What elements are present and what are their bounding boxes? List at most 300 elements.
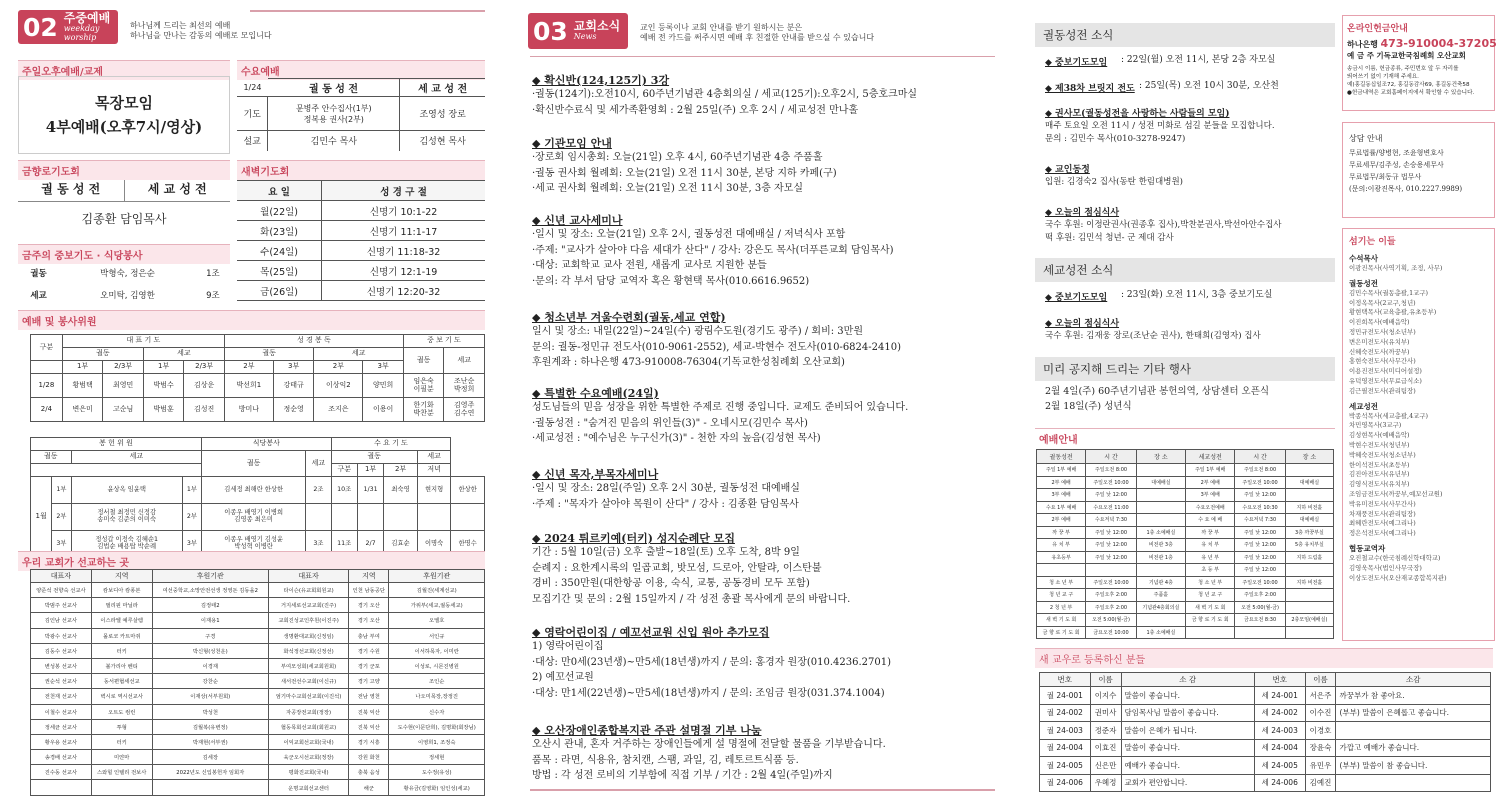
worship-cell: 수요 1부 예배 <box>1037 501 1086 514</box>
missions-cell: 충남 부여 <box>349 628 389 643</box>
worship-cell: 유 년 부 <box>1186 551 1235 564</box>
staff-member: 조임금전도사(까꿍부,예꼬선교원) <box>1349 489 1443 498</box>
staff-group-title: 수석목사 <box>1349 254 1378 263</box>
news-body <box>532 545 850 607</box>
offering-cell: 2조 <box>306 477 331 504</box>
newcomers-cell: 세 24-002 <box>1254 704 1305 722</box>
newcomers-cell: 궐 24-002 <box>1040 704 1091 722</box>
section-title-wednesday: 수요예배 <box>237 60 485 80</box>
offering-cell: 10조 <box>331 477 357 504</box>
worship-cell: 수 요 예 배 <box>1186 514 1235 527</box>
missions-cell: 해군 <box>349 780 389 795</box>
missions-row <box>31 765 485 780</box>
service-cell: 2/4 <box>31 398 63 422</box>
staff-member: 이진희목사(예배음악) <box>1349 318 1410 327</box>
intercession-row <box>18 262 230 284</box>
missions-header-cell: 대표자 <box>268 570 348 583</box>
newcomers-cell: 이수진 <box>1305 704 1336 722</box>
newcomers-header-cell: 소 감 <box>1121 673 1254 687</box>
page-badge-03 <box>528 13 628 49</box>
dawn-cell: 신명기 11:18-32 <box>322 241 485 261</box>
missions-cell: 이서하목자, 이미란 <box>389 643 485 658</box>
news-body <box>532 150 837 197</box>
worship-cell: 주일 낮 12:00 <box>1086 551 1136 564</box>
intercession-cell: 박형숙, 정은순 <box>100 269 155 279</box>
staff-member: 김성현목사(예배음악) <box>1349 431 1410 440</box>
newcomers-cell: 정준자 <box>1090 722 1121 740</box>
news-line: 기간 : 5월 10일(금) 오후 출발~18일(토) 오후 도착, 8박 9일 <box>532 547 800 558</box>
campus-news-body <box>1045 120 1275 146</box>
missions-cell: 양준석 전향숙 선교사 <box>31 583 92 598</box>
offering-cell <box>306 504 331 531</box>
campus-news-line: 국수 후원: 김재웅 장로(조난순 권사), 한태희(김영자) 집사 <box>1045 331 1261 341</box>
worship-cell: 대예배실 <box>1285 514 1333 527</box>
newcomers-header-cell: 번호 <box>1040 673 1091 687</box>
missions-cell: 터키 <box>91 643 152 658</box>
section-title-service: 예배 및 봉사위원 <box>18 310 485 330</box>
dawn-row <box>237 261 485 281</box>
worship-row <box>1037 601 1334 614</box>
worship-cell <box>1136 514 1185 527</box>
worship-cell: 금요오전 8:30 <box>1235 614 1285 627</box>
missions-cell: 도수정(유성) <box>389 765 485 780</box>
news-title: ◆ 신년 교사세미나 <box>532 214 623 227</box>
news-line: ·대상: 만0세(23년생)~만5세(18년생)까지 / 문의: 홍경자 원장(010.4236.2701) <box>532 656 892 668</box>
newcomers-cell: 말씀이 은혜가 됩니다. <box>1121 722 1254 740</box>
news-line: ·세교성전 : "예수님은 누구신가(3)" - 천한 자의 높음(김성현 목사) <box>532 433 821 444</box>
service-cell: 방미나 <box>224 398 273 422</box>
worship-cell: 대예배실 <box>1136 476 1185 489</box>
worship-cell: 금 향 로 기 도 회 <box>1037 626 1086 639</box>
missions-cell: 박재현(서부권) <box>152 734 268 749</box>
worship-cell: 주일 낮 12:00 <box>1235 564 1285 577</box>
other-events: 2월 4일(주) 60주년기념관 봉헌의역, 상담센터 오픈식 2월 18일(주) 성년식 <box>1045 386 1270 412</box>
service-cell: 김성진 <box>184 398 225 422</box>
campus-news-line: 국수 후원: 이정란권사(권종후 집사),박찬분권사,박선아안수집사 <box>1045 220 1282 230</box>
page-number: 02 <box>23 12 58 42</box>
other-events-title: 미리 공지해 드리는 기타 행사 <box>1035 357 1335 381</box>
service-cell: 변은미 <box>62 398 103 422</box>
missions-row <box>31 628 485 643</box>
missions-cell: 강찬순 <box>152 674 268 689</box>
newcomers-header-cell: 이름 <box>1090 673 1121 687</box>
staff-member: 박현수전도사(청년부) <box>1349 440 1410 449</box>
worship-cell: 2부 예배 <box>1186 476 1235 489</box>
sidebar <box>1340 0 1508 811</box>
worship-header-cell: 시 간 <box>1086 450 1136 464</box>
worship-row <box>1037 514 1334 527</box>
worship-cell: 지하 비전홀 <box>1285 501 1333 514</box>
missions-cell: 충북 음성 <box>349 765 389 780</box>
offering-cell <box>331 504 357 531</box>
campus-news-body <box>1045 219 1282 245</box>
worship-cell: 청 소 년 부 <box>1186 576 1235 589</box>
staff-member: 김영식전도사(유치부) <box>1349 480 1410 489</box>
newcomers-title: 새 교우로 등록하신 분들 <box>1035 648 1493 668</box>
news-line: ·세교 권사회 월례회: 오늘(21일) 오전 11시 30분, 3층 자모실 <box>532 183 804 194</box>
missions-cell: 권순석 선교사 <box>31 674 92 689</box>
worship-row <box>1037 626 1334 639</box>
worship-cell: 주일오전 10:00 <box>1235 476 1285 489</box>
news-line: 방법 : 각 성전 로비의 기부함에 직접 기부 / 기간 : 2월 4일(주일)까지 <box>532 770 833 781</box>
worship-header-cell: 궐동성전 <box>1037 450 1086 464</box>
missions-cell: 2022년도 신입봉헌자 임회자 <box>152 765 268 780</box>
news-line: ·일시 및 장소: 오늘(21일) 오후 2시, 궐동성전 대예배실 / 저녁식사 포함 <box>532 229 846 240</box>
news-line: 1) 영락어린이집 <box>532 641 604 652</box>
newcomers-cell: 궐 24-006 <box>1040 774 1091 792</box>
intercession-row <box>18 284 230 306</box>
missions-cell: 나오미목장,장정진 <box>389 689 485 704</box>
worship-cell <box>1285 626 1333 639</box>
worship-cell: 수요오전 10:30 <box>1235 501 1285 514</box>
missions-cell: 전천재 선교사 <box>31 689 92 704</box>
worship-cell: 청 소 년 부 <box>1037 576 1086 589</box>
offering-cell <box>384 504 418 531</box>
worship-row <box>1037 589 1334 602</box>
missions-cell: 도수현(이문단희), 김명화(회장님) <box>389 719 485 734</box>
newcomers-cell: 말씀이 좋습니다. <box>1121 739 1254 757</box>
news-title: ◆ 기관모임 안내 <box>532 137 612 150</box>
service-cell: 조난순 박정희 <box>444 374 485 398</box>
worship-cell: 주일오후 2:00 <box>1086 601 1136 614</box>
worship-cell: 지하 드림홀 <box>1285 551 1333 564</box>
news-title: ◆ 확신반(124,125기) 3강 <box>532 74 670 87</box>
service-cell: 양민희 <box>363 374 404 398</box>
worship-header-row <box>1037 450 1334 464</box>
page-description: 하나님께 드리는 최선의 예배 하나님을 만나는 감동의 예배로 모입니다 <box>130 21 272 41</box>
intercession-cell: 1조 <box>206 269 220 279</box>
worship-cell: 오전 5:00(월-금) <box>1086 614 1136 627</box>
offering-cell: 이종우 배영기 이병희 김영종 최은미 <box>202 504 306 531</box>
newcomers-cell: 세 24-003 <box>1254 722 1305 740</box>
worship-schedule-page <box>10 0 485 811</box>
intercession-cell: 오미탁, 김영한 <box>100 291 155 301</box>
newcomers-cell: 권미사 <box>1090 704 1121 722</box>
news-line: 품목 : 라면, 식용유, 참치캔, 스팸, 과일, 김, 레토르트식품 등. <box>532 754 799 766</box>
service-row <box>31 398 485 422</box>
offering-cell: 1/31 <box>357 477 383 504</box>
missions-cell: 경기 시흥 <box>349 734 389 749</box>
news-title: ◆ 특별한 수요예배(24일) <box>532 387 659 400</box>
sunday-program: 목장모임 4부예배(오후7시/영상) <box>18 76 230 154</box>
worship-header-cell: 장 소 <box>1136 450 1185 464</box>
worship-cell: 비전관 3층 <box>1136 539 1185 552</box>
staff-group-title: 세교성전 <box>1349 401 1378 411</box>
missions-cell: 벽시로 역시선교사 <box>91 689 152 704</box>
offering-cell: 김효순 <box>384 531 418 558</box>
worship-cell: 유초등부 <box>1037 551 1086 564</box>
worship-cell <box>1136 464 1185 477</box>
missions-cell: 김월복(유변정) <box>152 719 268 734</box>
missions-row <box>31 598 485 613</box>
offering-cell: 3부 <box>52 531 71 558</box>
missions-cell: 이영희1, 조정숙 <box>389 734 485 749</box>
worship-cell: 2부 예배 <box>1037 476 1086 489</box>
service-cell: 박범훈 <box>143 398 184 422</box>
service-cell: 임은숙 이필분 <box>403 374 444 398</box>
worship-cell: 주품홀 <box>1136 589 1185 602</box>
missions-header-cell: 대표자 <box>31 570 92 583</box>
section-title-sunday: 주일오후예배/교제 <box>18 60 230 80</box>
worship-cell: 주일 1부 예배 <box>1037 464 1086 477</box>
news-body <box>532 227 894 289</box>
worship-cell <box>1136 564 1185 577</box>
newcomers-cell: 이경호 <box>1305 722 1336 740</box>
worship-row <box>1037 464 1334 477</box>
campus-news-title: ◆ 중보기도모임 <box>1045 58 1108 68</box>
service-cell: 이상익2 <box>314 374 363 398</box>
worship-header-cell: 시 간 <box>1235 450 1285 464</box>
worship-cell: 수요저녁 7:30 <box>1235 514 1285 527</box>
worship-header-cell: 장 소 <box>1285 450 1333 464</box>
page-title: 교회소식 <box>573 19 621 33</box>
missions-header-row <box>31 570 485 583</box>
offering-cell: 이명숙 <box>417 531 451 558</box>
worship-cell: 3부 예배 <box>1037 489 1086 502</box>
missions-cell: 타이슨(유교회회원교) <box>268 583 348 598</box>
worship-cell: 주일오전 10:00 <box>1235 576 1285 589</box>
missions-cell: 김월진(세계선교) <box>389 583 485 598</box>
worship-cell: 주일오후 2:00 <box>1086 589 1136 602</box>
worship-cell: 주일오전 10:00 <box>1086 476 1136 489</box>
missions-cell: 박성천 <box>152 704 268 719</box>
newcomers-cell: 세 24-001 <box>1254 687 1305 705</box>
offering-cell: 윤상옥 임윤택 <box>71 477 182 504</box>
worship-cell: 주일오후 2:00 <box>1235 589 1285 602</box>
offering-cell <box>417 504 451 531</box>
worship-cell <box>1285 601 1333 614</box>
staff-member: 박종석목사(세교총괄,4교구) <box>1349 411 1428 420</box>
missions-header-cell: 지역 <box>349 570 389 583</box>
staff-member: 김민수목사(궐동총괄,1교구) <box>1349 288 1428 297</box>
offering-cell: 현지형 <box>417 477 451 504</box>
worship-cell: 까 꿍 부 <box>1037 526 1086 539</box>
staff-member: 변은미전도사(유치부) <box>1349 337 1410 346</box>
campus-news-inline: : 23일(화) 오전 11시, 3층 중보기도실 <box>1121 290 1273 300</box>
service-cell: 김영주 김수연 <box>444 398 485 422</box>
campus-news-line: 떡 후원: 김민석 청년- 군 제대 감사 <box>1045 233 1174 243</box>
missions-cell: 황우용 선교사 <box>31 734 92 749</box>
news-line: ·장로회 임시총회: 오늘(21일) 오후 4시, 60주년기념관 4층 주품홀 <box>532 152 823 163</box>
worship-cell: 2 청 년 부 <box>1037 601 1086 614</box>
section-title-intercession: 금주의 중보기도 · 식당봉사 <box>18 244 230 264</box>
worship-cell: 2부 예배 <box>1037 514 1086 527</box>
campus-news-title: ◆ 교인동정 <box>1045 165 1090 175</box>
missions-cell: 경기 오산 <box>349 598 389 613</box>
news-title: ◆ 오산장애인종합복지관 주관 설명절 기부 나눔 <box>532 724 762 737</box>
newcomers-header-cell: 번호 <box>1254 673 1305 687</box>
account-number: 473-910004-37205 <box>1380 37 1497 50</box>
campus-news-title: ◆ 권사모(궐동성전을 사랑하는 사람들의 모임) <box>1045 109 1230 119</box>
page-badge-02 <box>18 10 118 44</box>
missions-cell: 터키 <box>91 734 152 749</box>
staff-member: 신혜숙전도사(까꿍부) <box>1349 347 1410 356</box>
worship-cell: 주일 1부 예배 <box>1186 464 1235 477</box>
worship-row <box>1037 614 1334 627</box>
staff-member: 차민영목사(3교구) <box>1349 421 1402 430</box>
news-body <box>532 737 886 784</box>
missions-header-cell: 지역 <box>91 570 152 583</box>
missions-cell: 평화진교회(국내) <box>268 765 348 780</box>
campus-news-line: 매주 토요일 오전 11시 / 성전 미화로 섬길 분들을 모집합니다. <box>1045 121 1275 131</box>
prayer-header: 궐 동 성 전 세 교 성 전 <box>18 180 230 202</box>
news-line: 경비 : 350만원(대한항공 이용, 숙식, 교통, 공동경비 모두 포함) <box>532 578 810 589</box>
worship-cell: 수요저녁 7:30 <box>1086 514 1136 527</box>
newcomers-cell: 이지수 <box>1090 687 1121 705</box>
missions-cell: 협동목회선교회(회원교) <box>268 719 348 734</box>
news-line: ·궐동(124기):오전10시, 60주년기념관 4층회의실 / 세교(125기):오후2시, 5층호크마실 <box>532 89 918 100</box>
worship-cell: 주일 낮 12:00 <box>1235 526 1285 539</box>
missions-header-cell: 후원기관 <box>389 570 485 583</box>
news-line: ·주제: "교사가 살아야 다음 세대가 산다" / 강사: 강은도 목사(더푸른교회 담임목사) <box>532 244 894 256</box>
newcomers-cell: 이효진 <box>1090 739 1121 757</box>
newcomers-cell: 세 24-004 <box>1254 739 1305 757</box>
service-cell: 최영민 <box>103 374 144 398</box>
worship-cell <box>1136 489 1185 502</box>
staff-member: 차재풍전도사(관리팀장) <box>1349 509 1416 518</box>
news-title: ◆ 신년 목자,부목자세미나 <box>532 468 659 481</box>
missions-cell: 화석정선교회(신정선) <box>268 643 348 658</box>
newcomers-cell: 교회가 편안합니다. <box>1121 774 1254 792</box>
section-title-dawn: 새벽기도회 <box>237 160 485 180</box>
missions-cell: 투형 <box>91 719 152 734</box>
worship-cell: 청 년 교 구 <box>1186 589 1235 602</box>
missions-cell: 진수동 선교사 <box>31 765 92 780</box>
worship-cell: 금요오전 10:00 <box>1086 626 1136 639</box>
newcomers-cell: 까꿍부가 참 좋아요. <box>1336 687 1491 705</box>
campus-news-title: ◆ 오늘의 점심식사 <box>1045 319 1120 329</box>
campus-news-line: 문의 : 김민수 목사(010-3278-9247) <box>1045 134 1186 144</box>
staff-member: 최혜란전도사(예그리나) <box>1349 519 1416 528</box>
divider <box>250 10 485 12</box>
campus-news-title: ◆ 제38차 브릿지 전도 <box>1045 84 1135 94</box>
worship-cell: 까 꿍 부 <box>1186 526 1235 539</box>
missions-cell: 박범주 선교사 <box>31 598 92 613</box>
offering-committee-table: 봉 헌 위 원 식당봉사 수 요 기 도 궐동 세교 궐동 세교 궐동 세교 구분 1부 2부 저녁 1월 1부 윤상옥 임윤택 1부 김세정 최해란 한상한 2조 10조 1/31 최숙영 현지형 한상한 2부 정서철 최정민 신정감 송미숙 김준의 이미숙 2부 이종우 배영기 이병희 김영종 최은미 3부 정성갑 이정숙 김혜순1 김법순 배용탑 박순례 3부 이종우 배영기 김성윤 박성혁 이병란 3조 11조 2/7 김효순 이명숙 한명수 <box>30 437 485 558</box>
worship-cell: 주일 낮 12:00 <box>1235 489 1285 502</box>
campus-news-inline: : 25일(목) 오전 10시 30분, 오산천 <box>1139 81 1279 91</box>
newcomers-cell: (부부) 말씀이 은혜롭고 좋습니다. <box>1336 704 1491 722</box>
newcomers-cell: 서은주 <box>1305 687 1336 705</box>
staff-member: 이용진전도사(미디어설정) <box>1349 367 1422 376</box>
missions-cell: 이재상(서부원회) <box>152 689 268 704</box>
offering-cell: 1월 <box>31 477 52 558</box>
newcomers-cell: 궐 24-001 <box>1040 687 1091 705</box>
worship-cell: 새 벽 기 도 회 <box>1037 614 1086 627</box>
worship-cell: 2층모임(예배실) <box>1285 614 1333 627</box>
missions-cell: 엄기마수교회선교회(이진석) <box>268 689 348 704</box>
newcomers-header-cell: 이름 <box>1305 673 1336 687</box>
missions-cell: 김세장 <box>152 750 268 765</box>
page-subtitle: News <box>573 32 597 42</box>
worship-cell: 주일오전 8:00 <box>1235 464 1285 477</box>
worship-header-cell: 세교성전 <box>1186 450 1235 464</box>
worship-cell: 3부 예배 <box>1186 489 1235 502</box>
missions-cell: 부여모성회(세교회원회) <box>268 658 348 673</box>
worship-cell <box>1186 626 1235 639</box>
missions-cell: 운명교회선교센터 <box>268 780 348 795</box>
worship-cell: 대예배실 <box>1285 476 1333 489</box>
newcomers-cell: 유민우 <box>1305 757 1336 775</box>
staff-member: 김근필전도사(관리팀장) <box>1349 386 1416 395</box>
offering-cell: 1부 <box>52 477 71 504</box>
worship-cell <box>1136 501 1185 514</box>
worship-cell: 주일 낮 12:00 <box>1086 539 1136 552</box>
missions-cell: 이익교회선교회(국내) <box>268 734 348 749</box>
missions-cell: 교회진성교인후원(이진주) <box>268 613 348 628</box>
segyo-news-title: 세교성전 소식 <box>1035 258 1335 282</box>
newcomers-cell: (부부) 말씀이 참 좋습니다. <box>1336 757 1491 775</box>
missions-row <box>31 583 485 598</box>
missions-row <box>31 734 485 749</box>
dawn-cell: 신명기 12:1-19 <box>322 261 485 281</box>
missions-row <box>31 658 485 673</box>
news-body <box>532 639 891 701</box>
missions-cell: 캄보디아 캄퐁본 <box>91 583 152 598</box>
worship-cell <box>1285 564 1333 577</box>
news-line: ·대상: 교회학교 교사 전원, 새롭게 교사로 지원한 분들 <box>532 260 767 271</box>
missions-cell: 전남 영천 <box>349 689 389 704</box>
dawn-row <box>237 201 485 221</box>
campus-news-title: ◆ 중보기도모임 <box>1045 293 1108 303</box>
missions-cell: 여선중학교,소망안전선생 정영돈 김동을2 <box>152 583 268 598</box>
intercession-cell: 궐동 <box>30 269 47 279</box>
worship-cell: 지하 비전홀 <box>1285 576 1333 589</box>
offering-cell: 최숙영 <box>384 477 418 504</box>
worship-cell: 수요오전 11:00 <box>1086 501 1136 514</box>
offering-row <box>31 477 485 504</box>
offering-cell: 1부 <box>182 477 201 504</box>
missions-cell: 새서전선수교회(이신규) <box>268 674 348 689</box>
worship-row <box>1037 551 1334 564</box>
worship-guide-table <box>1036 449 1334 639</box>
newcomers-cell: 궐 24-003 <box>1040 722 1091 740</box>
missions-cell: 이성로, 시몬진병원 <box>389 658 485 673</box>
staff-member: 홍현숙전도사(사무간사) <box>1349 357 1416 366</box>
newcomers-cell: 세 24-006 <box>1254 774 1305 792</box>
missions-cell: 가위부(세교,궐동세교) <box>389 598 485 613</box>
dawn-table: 요 일 성 경 구 절 월(22일) 신명기 10:1-22 화(23일) 신명기 11:1-17 수(24일) 신명기 11:18-32 목(25일) 신명기 12:1-19 금(26일) 신명기 12:20-32 <box>237 180 485 301</box>
missions-row <box>31 719 485 734</box>
missions-row <box>31 780 485 795</box>
offering-cell: 이종우 배영기 김성윤 박성혁 이병란 <box>202 531 306 558</box>
missions-cell: 서인규 <box>389 628 485 643</box>
page-number: 03 <box>533 16 568 46</box>
worship-cell: 기념관 4층 <box>1136 576 1185 589</box>
missions-cell: 생명환대교회(신정임) <box>268 628 348 643</box>
wednesday-table: 1/24 궐 동 성 전 세 교 성 전 기도 문병주 안수집사(1부) 정복용 권사(2부) 조영성 장로 설교 김민수 목사 김성현 목사 <box>237 78 485 151</box>
news-title: ◆ 영락어린이집 / 예꼬선교원 신입 원아 추가모집 <box>532 626 770 639</box>
missions-cell: 거지세로선교교회(진주) <box>268 598 348 613</box>
worship-row <box>1037 489 1334 502</box>
missions-cell: 스와힐 인텔리 전보사 <box>91 765 152 780</box>
offering-cell: 정성갑 이정숙 김혜순1 김법순 배용탑 박순례 <box>71 531 182 558</box>
missions-cell: 오엘호 <box>389 613 485 628</box>
staff-member: 정민규전도사(청소년부) <box>1349 327 1416 336</box>
news-line: 문의: 궐동-정민규 전도사(010-9061-2552), 세교-박현수 전도사(010-6824-2410) <box>532 341 901 353</box>
offering-cell: 3부 <box>182 531 201 558</box>
missions-cell: 박신형(성천운) <box>152 643 268 658</box>
news-line: 일시 및 장소: 내일(22일)~24일(수) 광림수도원(경기도 광주) / 회비: 3만원 <box>532 326 863 337</box>
service-cell: 한기화 박찬분 <box>403 398 444 422</box>
staff-member: 이정옥목사(2교구,청년) <box>1349 298 1416 307</box>
offering-cell: 한명수 <box>451 531 485 558</box>
worship-cell: 유 치 부 <box>1037 539 1086 552</box>
worship-row <box>1037 539 1334 552</box>
worship-cell: 주일오전 10:00 <box>1086 576 1136 589</box>
dawn-cell: 금(26일) <box>237 281 322 301</box>
missions-cell: 변성봉 선교사 <box>31 658 92 673</box>
